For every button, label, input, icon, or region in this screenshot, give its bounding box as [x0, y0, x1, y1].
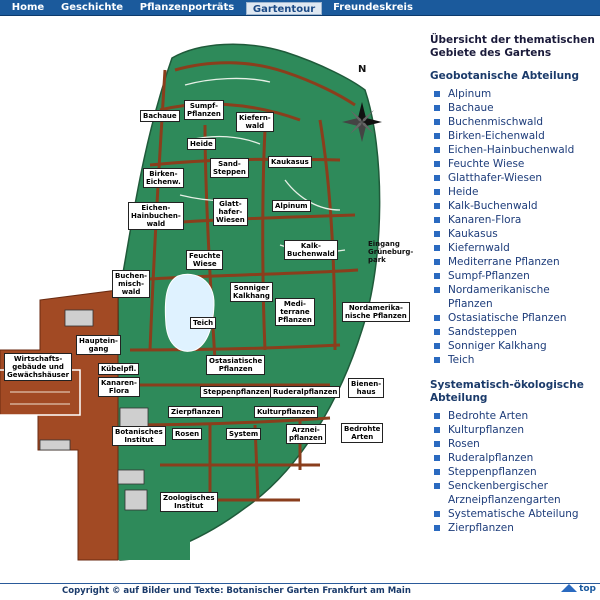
list-geobotanische — [430, 87, 596, 367]
arrow-up-icon — [561, 584, 577, 592]
bullet-icon — [434, 161, 440, 167]
list-item[interactable]: Feuchte Wiese — [430, 157, 596, 171]
list-item[interactable]: Kiefernwald — [430, 241, 596, 255]
map-label-kulturpflanzen[interactable]: Kulturpflanzen — [254, 406, 318, 418]
buildings-area — [0, 290, 118, 560]
bullet-icon — [434, 273, 440, 279]
bullet-icon — [434, 329, 440, 335]
list-item[interactable]: Nordamerikanische Pflanzen — [430, 283, 596, 311]
bullet-icon — [434, 175, 440, 181]
list-item[interactable]: Heide — [430, 185, 596, 199]
bullet-icon — [434, 217, 440, 223]
map-label-haupteingang[interactable]: Hauptein- gang — [76, 335, 121, 355]
list-item[interactable]: Ruderalpflanzen — [430, 451, 596, 465]
map-label-sandsteppen[interactable]: Sand- Steppen — [210, 158, 249, 178]
list-item[interactable]: Sonniger Kalkhang — [430, 339, 596, 353]
map-label-kiefernwald[interactable]: Kiefern- wald — [236, 112, 274, 132]
tab-pflanzenportraets[interactable]: Pflanzenporträts — [139, 2, 235, 13]
map-label-birken[interactable]: Birken- Eichenw. — [143, 168, 184, 188]
list-item[interactable]: Kaukasus — [430, 227, 596, 241]
top-navigation — [0, 0, 600, 16]
tab-home[interactable]: Home — [11, 2, 45, 13]
map-label-ruderalpflanzen[interactable]: Ruderalpflanzen — [270, 386, 340, 398]
bullet-icon — [434, 203, 440, 209]
list-item[interactable]: Teich — [430, 353, 596, 367]
map-label-nordamerikanische[interactable]: Nordamerika- nische Pflanzen — [342, 302, 410, 322]
bullet-icon — [434, 455, 440, 461]
map-label-bienenhaus[interactable]: Bienen- haus — [348, 378, 384, 398]
list-item[interactable]: Rosen — [430, 437, 596, 451]
list-item[interactable]: Sandsteppen — [430, 325, 596, 339]
map-label-wirtschaft[interactable]: Wirtschafts- gebäude und Gewächshäuser — [4, 353, 72, 381]
map-label-botanisches-institut[interactable]: Botanisches Institut — [112, 426, 166, 446]
bullet-icon — [434, 259, 440, 265]
map-label-bachaue[interactable]: Bachaue — [140, 110, 180, 122]
list-item[interactable]: Buchenmischwald — [430, 115, 596, 129]
map-label-alpinum[interactable]: Alpinum — [272, 200, 311, 212]
list-item[interactable]: Zierpflanzen — [430, 521, 596, 535]
list-item[interactable]: Ostasiatische Pflanzen — [430, 311, 596, 325]
map-label-system[interactable]: System — [226, 428, 261, 440]
bullet-icon — [434, 525, 440, 531]
footer-copyright: Copyright © auf Bilder und Texte: Botanischer Garten Frankfurt am Main — [62, 586, 411, 596]
garden-map — [0, 30, 420, 565]
compass-north-label: N — [358, 64, 367, 75]
map-label-heide[interactable]: Heide — [187, 138, 216, 150]
area-overview-panel — [430, 34, 596, 547]
map-label-sumpf[interactable]: Sumpf- Pflanzen — [184, 100, 224, 120]
map-label-kalk-buchen[interactable]: Kalk- Buchenwald — [284, 240, 338, 260]
map-label-buchenmischwald[interactable]: Buchen- misch- wald — [112, 270, 150, 298]
map-label-arznei[interactable]: Arznei- pflanzen — [286, 424, 326, 444]
list-item[interactable]: Bachaue — [430, 101, 596, 115]
bullet-icon — [434, 469, 440, 475]
bullet-icon — [434, 413, 440, 419]
map-label-kuebelpfl[interactable]: Kübelpfl. — [98, 363, 139, 375]
bullet-icon — [434, 343, 440, 349]
section-heading-geobotanische: Geobotanische Abteilung — [430, 70, 580, 82]
map-label-feuchte-wiese[interactable]: Feuchte Wiese — [186, 250, 223, 270]
list-item[interactable]: Eichen-Hainbuchenwald — [430, 143, 596, 157]
bullet-icon — [434, 245, 440, 251]
entrance-gruneburg-label: Eingang Grüneburg- park — [368, 240, 414, 264]
footer-divider — [0, 583, 600, 584]
list-item[interactable]: Senckenbergischer Arzneipflanzengarten — [430, 479, 596, 507]
list-item[interactable]: Alpinum — [430, 87, 596, 101]
bullet-icon — [434, 231, 440, 237]
back-to-top-link[interactable]: top — [561, 584, 596, 594]
list-item[interactable]: Mediterrane Pflanzen — [430, 255, 596, 269]
map-label-steppenpflanzen[interactable]: Steppenpflanzen — [200, 386, 273, 398]
panel-title: Übersicht der thematischen Gebiete des Gartens — [430, 34, 595, 59]
list-item[interactable]: Bedrohte Arten — [430, 409, 596, 423]
list-item[interactable]: Kulturpflanzen — [430, 423, 596, 437]
bullet-icon — [434, 357, 440, 363]
bullet-icon — [434, 441, 440, 447]
list-item[interactable]: Kanaren-Flora — [430, 213, 596, 227]
bullet-icon — [434, 91, 440, 97]
bullet-icon — [434, 287, 440, 293]
list-item[interactable]: Kalk-Buchenwald — [430, 199, 596, 213]
tab-gartentour[interactable]: Gartentour — [246, 2, 322, 15]
bullet-icon — [434, 427, 440, 433]
map-label-glatthafer[interactable]: Glatt- hafer- Wiesen — [213, 198, 248, 226]
bullet-icon — [434, 511, 440, 517]
list-systematisch — [430, 409, 596, 535]
bullet-icon — [434, 119, 440, 125]
map-label-teich[interactable]: Teich — [190, 317, 216, 329]
bullet-icon — [434, 189, 440, 195]
map-label-mediterrane[interactable]: Medi- terrane Pflanzen — [275, 298, 315, 326]
map-label-zoologisches-institut[interactable]: Zoologisches Institut — [160, 492, 218, 512]
section-heading-systematisch: Systematisch-ökologische Abteilung — [430, 379, 584, 404]
map-label-sonniger[interactable]: Sonniger Kalkhang — [230, 282, 273, 302]
list-item[interactable]: Steppenpflanzen — [430, 465, 596, 479]
tab-freundeskreis[interactable]: Freundeskreis — [333, 2, 413, 13]
map-label-kanaren[interactable]: Kanaren- Flora — [98, 377, 140, 397]
map-label-eichen[interactable]: Eichen- Hainbuchen- wald — [128, 202, 184, 230]
map-label-ostasiatische[interactable]: Ostasiatische Pflanzen — [206, 355, 265, 375]
map-label-rosen[interactable]: Rosen — [172, 428, 202, 440]
bullet-icon — [434, 483, 440, 489]
bullet-icon — [434, 147, 440, 153]
map-label-kaukasus[interactable]: Kaukasus — [268, 156, 312, 168]
list-item[interactable]: Glatthafer-Wiesen — [430, 171, 596, 185]
list-item[interactable]: Systematische Abteilung — [430, 507, 596, 521]
list-item[interactable]: Birken-Eichenwald — [430, 129, 596, 143]
tab-geschichte[interactable]: Geschichte — [60, 2, 124, 13]
map-label-zierpflanzen[interactable]: Zierpflanzen — [168, 406, 223, 418]
bullet-icon — [434, 315, 440, 321]
bullet-icon — [434, 105, 440, 111]
bullet-icon — [434, 133, 440, 139]
list-item[interactable]: Sumpf-Pflanzen — [430, 269, 596, 283]
map-label-bedrohte[interactable]: Bedrohte Arten — [341, 423, 383, 443]
